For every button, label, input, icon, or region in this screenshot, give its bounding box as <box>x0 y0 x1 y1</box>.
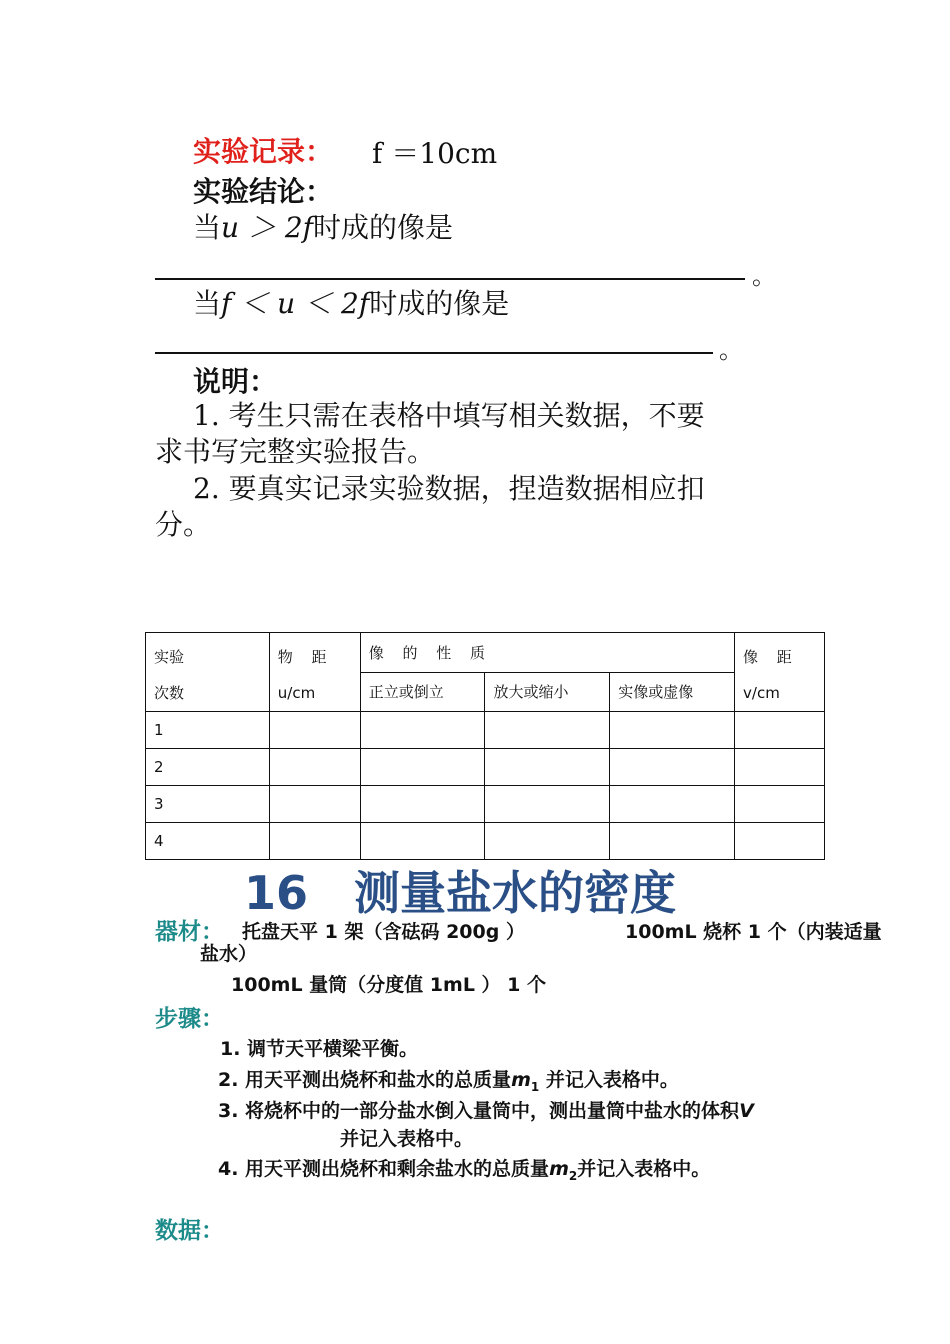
step-3-cont: 并记入表格中。 <box>340 1128 474 1150</box>
equipment-1a: 托盘天平 1 架（含砝码 200g ） <box>242 921 525 943</box>
cell-upright[interactable] <box>360 823 485 860</box>
note-2b: 分。 <box>155 508 212 541</box>
step-2 <box>218 1065 679 1094</box>
step-4-end: 并记入表格中。 <box>577 1158 711 1180</box>
row-number: 4 <box>146 823 270 860</box>
conclusion-heading: 实验结论： <box>193 175 334 208</box>
equipment-3: 100mL 量筒（分度值 1mL ） 1 个 <box>231 974 546 996</box>
header-magnified-reduced: 放大或缩小 <box>485 672 610 712</box>
suffix: 时成的像是 <box>313 211 454 244</box>
steps-label: 步骤： <box>155 1006 224 1032</box>
cell-upright[interactable] <box>360 712 485 749</box>
answer-line-2[interactable] <box>155 352 713 354</box>
cell-size[interactable] <box>485 823 610 860</box>
header-u-a: 物 距 <box>277 648 334 666</box>
equipment-label: 器材： <box>155 919 224 945</box>
equipment-2: 盐水） <box>200 943 258 965</box>
header-trial-a: 实验 <box>154 648 185 666</box>
header-image-distance <box>735 633 825 712</box>
prefix: 当 <box>193 287 222 320</box>
cell-v[interactable] <box>735 823 825 860</box>
header-object-distance <box>269 633 360 712</box>
equipment-1b: 100mL 烧杯 1 个（内装适量 <box>625 921 882 943</box>
prefix: 当 <box>193 211 222 244</box>
cell-u[interactable] <box>269 712 360 749</box>
header-image-properties: 像 的 性 质 <box>360 633 734 673</box>
header-v-b: v/cm <box>743 684 780 702</box>
focal-length: f ＝10cm <box>372 137 498 170</box>
cell-u[interactable] <box>269 749 360 786</box>
table-row <box>146 823 825 860</box>
step-4 <box>218 1154 710 1183</box>
math: u ＞ 2f <box>221 211 314 244</box>
note-1a: 1. 考生只需在表格中填写相关数据，不要 <box>193 399 705 432</box>
header-u-b: u/cm <box>277 684 316 702</box>
section-title: 16 测量盐水的密度 <box>244 866 677 920</box>
answer-line-1[interactable] <box>155 278 745 280</box>
record-label: 实验记录： <box>193 135 334 168</box>
var-m: m <box>511 1069 531 1091</box>
header-real-virtual: 实像或虚像 <box>610 672 735 712</box>
row-number: 1 <box>146 712 270 749</box>
cell-u[interactable] <box>269 823 360 860</box>
step-3 <box>218 1096 754 1123</box>
step-4-text: 4. 用天平测出烧杯和剩余盐水的总质量 <box>218 1158 550 1180</box>
header-v-a: 像 距 <box>743 648 799 666</box>
cell-size[interactable] <box>485 786 610 823</box>
step-1: 1. 调节天平横梁平衡。 <box>220 1038 419 1060</box>
period-1: 。 <box>752 262 776 290</box>
cell-size[interactable] <box>485 712 610 749</box>
step-3-text: 3. 将烧杯中的一部分盐水倒入量筒中，测出量筒中盐水的体积 <box>218 1100 740 1122</box>
math: f ＜ u ＜ 2f <box>221 287 370 320</box>
step-2-end: 并记入表格中。 <box>539 1069 679 1091</box>
conclusion-line-1 <box>193 206 453 246</box>
step-2-text: 2. 用天平测出烧杯和盐水的总质量 <box>218 1069 512 1091</box>
row-number: 2 <box>146 749 270 786</box>
row-number: 3 <box>146 786 270 823</box>
suffix: 时成的像是 <box>369 287 510 320</box>
header-upright-inverted: 正立或倒立 <box>360 672 485 712</box>
note-1b: 求书写完整实验报告。 <box>155 435 436 468</box>
cell-real[interactable] <box>610 786 735 823</box>
data-label: 数据： <box>155 1218 224 1244</box>
notes-heading: 说明： <box>193 365 278 398</box>
cell-real[interactable] <box>610 823 735 860</box>
sub-2: 2 <box>568 1168 578 1183</box>
cell-size[interactable] <box>485 749 610 786</box>
cell-v[interactable] <box>735 786 825 823</box>
conclusion-line-2 <box>193 282 509 322</box>
cell-upright[interactable] <box>360 749 485 786</box>
table-row <box>146 749 825 786</box>
cell-upright[interactable] <box>360 786 485 823</box>
sub-1: 1 <box>530 1079 540 1094</box>
var-v: V <box>739 1100 754 1122</box>
table-row <box>146 712 825 749</box>
period-2: 。 <box>719 336 743 364</box>
var-m: m <box>549 1158 569 1180</box>
cell-v[interactable] <box>735 749 825 786</box>
cell-real[interactable] <box>610 712 735 749</box>
experiment-table <box>145 632 825 860</box>
cell-u[interactable] <box>269 786 360 823</box>
table-row <box>146 786 825 823</box>
header-trial <box>146 633 270 712</box>
header-trial-b: 次数 <box>154 684 185 702</box>
cell-real[interactable] <box>610 749 735 786</box>
cell-v[interactable] <box>735 712 825 749</box>
note-2a: 2. 要真实记录实验数据，捏造数据相应扣 <box>193 472 705 505</box>
